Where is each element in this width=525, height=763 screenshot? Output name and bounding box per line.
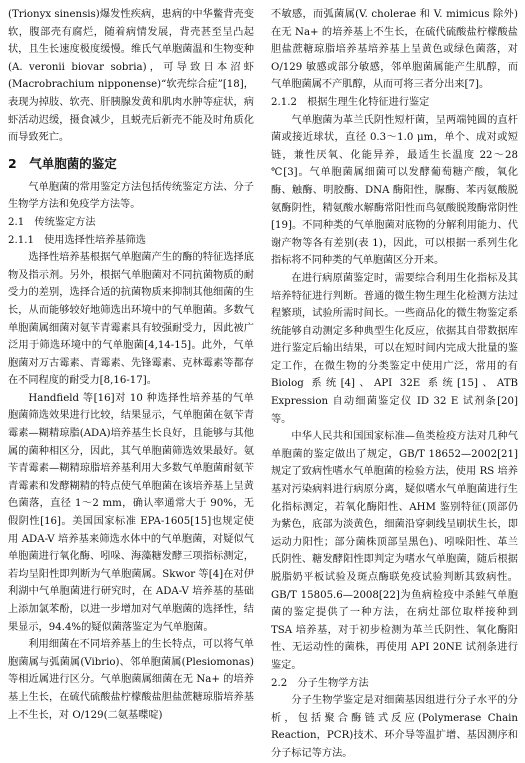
paragraph-vibrio-plesiomonas: 利用细菌在不同培养基上的生长特点，可以将气单胞菌属与弧菌属(Vibrio)、邻单胞菌属(Plesiomonas)等相近属进行区分。气单胞菌属细菌在无 Na+ 的培养基上生长，在硫代硫酸盐柠檬酸盐胆盐蔗糖琼脂培养基上不生长，对 O/129(二氨基喋啶): [8, 639, 254, 721]
paragraph-soft-shell: (Trionyx sinensis)爆发性疾病，患病的中华鳖背壳变软，腹部壳有腐烂，随着病情发展，背壳甚至呈凸起状，且生长速度极度缓慢。维氏气单胞菌温和生物变种(A. veronii biovar sobria)，可导致日本沼虾(Macrobrachium nipponense)“软壳综合症”[18]，表现为掉肢、软壳、肝胰腺发黄和肌肉水肿等症状，病虾活动迟缓，摄食减少，且蜕壳后新壳不能及时角质化而导致死亡。: [8, 9, 254, 144]
paragraph-molecular-methods: 分子生物学鉴定是对细菌基因组进行分子水平的分析，包括聚合酶链式反应(Polymerase Chain Reaction，PCR)技术、环介导等温扩增、基因测序和分子标记等方法。: [271, 695, 518, 759]
subsection-heading-molecular: 2.2 分子生物学方法: [271, 677, 369, 689]
paragraph-selective-media: 选择性培养基根据气单胞菌产生的酶的特征选择底物及指示剂。另外，根据气单胞菌对不同抗菌物质的耐受力的差别，选择合适的抗菌物质来抑制其他细菌的生长，从而能够较好地筛选出环境中的气单胞菌。多数气单胞菌属细菌对氨苄青霉素具有较强耐受力，因此被广泛用于筛选环境中的气单胞菌[4,14-15]。此外，气单胞菌对万古霉素、青霉素、先锋霉素、克林霉素等都存在不同程度的耐受力[8,16-17]。: [8, 252, 254, 387]
subsubsection-heading-selective-media: 2.1.1 使用选择性培养基筛选: [8, 234, 146, 246]
subsubsection-heading-physiology: 2.1.2 根据生理生化特征进行鉴定: [271, 96, 430, 108]
left-column: [8, 6, 254, 724]
paragraph-handfield: Handfield 等[16]对 10 种选择性培养基的气单胞菌筛选效果进行比较，结果显示，气单胞菌在氨苄青霉素—糊精琼脂(ADA)培养基生长良好，且能够与其他属的菌种相区分，因此，其气单胞菌筛选效果最好。氨苄青霉素—糊精琼脂培养基利用大多数气单胞菌耐氨苄青霉素和发酵糊精的特点使气单胞菌在该培养基上呈黄色菌落，直径 1～2 mm，确认率通常大于 90%，无假阴性[16]。美国国家标准 EPA-1605[15]也规定使用 ADA-V 培养基来筛选水体中的气单胞菌，对疑似气单胞菌进行氧化酶、吲哚、海藻糖发酵三项指标测定，若均呈阳性即判断为气单胞菌属。Skwor 等[4]在对伊利湖中气单胞菌进行研究时，在 ADA-V 培养基的基础上添加氯苯酚，以进一步增加对气单胞菌的选择性，结果显示，94.4%的疑似菌落鉴定为气单胞菌。: [8, 392, 254, 633]
paragraph-continuation: 不敏感，而弧菌属(V. cholerae 和 V. mimicus 除外)在无 Na+ 的培养基上不生长，在硫代硫酸盐柠檬酸盐胆盐蔗糖琼脂培养基培养基上呈黄色或绿色菌落，对 O/129 敏感或部分敏感，邻单胞菌属能产生肌醇，而气单胞菌属不产肌醇，从而可将三者分出来[7]。: [271, 9, 518, 91]
section-heading-aeromonas-identification: 2 气单胞菌的鉴定: [8, 155, 117, 171]
paragraph-physiology: 气单胞菌为革兰氏阴性短杆菌，呈两端钝圆的直杆菌或接近球状，直径 0.3～1.0 μm，单个、成对或短链，兼性厌氧、化能异养，最适生长温度 22～28 ℃[3]。气单胞菌属细菌可以发酵葡萄糖产酸，氧化酶、触酶、明胶酶、DNA 酶阳性，脲酶、苯丙氨酸脱氨酶阴性，精氨酸水解酶常阳性而鸟氨酸脱羧酶常阴性[19]。不同种类的气单胞菌对底物的分解利用能力、代谢产物等各有差别(表 1)，因此，可以根据一系列生化指标将不同种类的气单胞菌区分开来。: [271, 114, 518, 267]
paragraph-national-standards: 中华人民共和国国家标准—鱼类检疫方法对几种气单胞菌的鉴定做出了规定，GB/T 18652—2002[21]规定了致病性嗜水气单胞菌的检验方法，使用 RS 培养基对污染病料进行病原分离，疑似嗜水气单胞菌进行生化指标测定，若氧化酶阳性、AHM 鉴别特征(顶部仍为紫色，底部为淡黄色，细菌沿穿刺线呈刷状生长，即运动力阳性；部分菌株顶部呈黑色)、吲哚阳性、革兰氏阴性、糖发酵阳性即判定为嗜水气单胞菌，随后根据脱脂奶平板试验及斑点酶联免疫试验判断其致病性。GB/T 15805.6—2008[22]为鱼病检疫中杀鲑气单胞菌的鉴定提供了一种方法，在病灶部位取样接种到 TSA 培养基，对于初步检测为革兰氏阴性、氧化酶阳性、无运动性的菌株，再使用 API 20NE 试剂条进行鉴定。: [271, 431, 518, 671]
subsection-heading-traditional: 2.1 传统鉴定方法: [8, 216, 96, 228]
right-column: [271, 6, 518, 763]
paragraph-methods-intro: 气单胞菌的常用鉴定方法包括传统鉴定方法、分子生物学方法和免疫学方法等。: [8, 181, 254, 211]
paragraph-biolog-systems: 在进行病原菌鉴定时，需要综合利用生化指标及其培养特征进行判断。普通的微生物生理生化检测方法过程繁琐，试验所需时间长。一些商品化的微生物鉴定系统能够自动测定多种典型生化反应，依据其自带数据库进行鉴定后输出结果，可以在短时间内完成大批量的鉴定工作，在微生物的分类鉴定中使用广泛，常用的有 Biolog 系统[4]、API 32E 系统[15]、ATB Expression 自动细菌鉴定仪 ID 32 E 试剂条[20]等。: [271, 272, 518, 425]
